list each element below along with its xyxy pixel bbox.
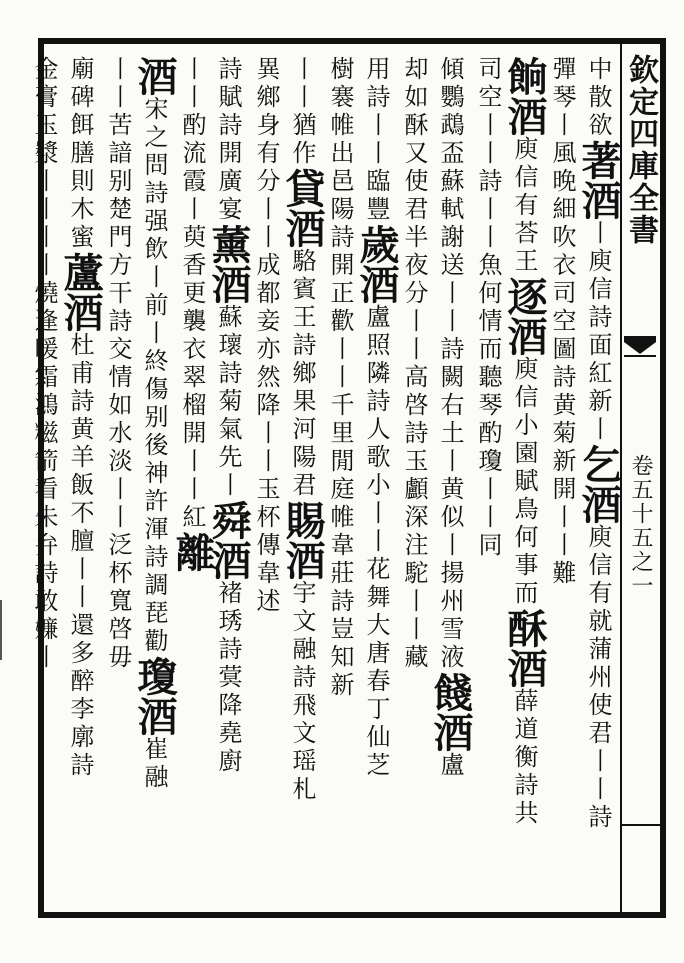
fish-tail-mark-icon: [622, 334, 658, 364]
text-column: [353, 56, 400, 906]
margin-rule: [620, 824, 660, 826]
text-run: 中散欲: [584, 56, 612, 140]
text-run: 庾信有就蒲州使君丨丨詩: [584, 524, 612, 832]
text-run: 丨丨燒逢暖霜鴻糍箭看朱弁詩敢嬚丨: [30, 224, 58, 672]
text-run: 金膏玉漿丨丨: [30, 56, 58, 224]
text-run: 盧照隣詩人歌小丨丨花舞大唐春丁仙芝: [362, 304, 390, 780]
text-column: [57, 56, 104, 906]
heading-glyph: 酒: [501, 316, 548, 356]
text-run: 司空丨丨詩: [474, 56, 502, 196]
heading-glyph: 酒: [279, 540, 326, 580]
text-run: 樹褰帷出邑陽: [326, 56, 354, 224]
text-column: [427, 56, 474, 906]
text-column: [501, 56, 548, 906]
text-run: 丨丨酌流霞: [178, 56, 206, 196]
heading-glyph: 酒: [575, 180, 622, 220]
heading-glyph: 酒: [131, 56, 178, 96]
text-run: 崔融: [140, 736, 168, 792]
text-run: 薛道衡詩共: [510, 688, 538, 828]
text-run: 異鄉身: [252, 56, 280, 140]
text-column: [468, 56, 508, 906]
heading-glyph: 酒: [57, 292, 104, 332]
heading-glyph: 薰: [205, 224, 252, 264]
heading-glyph: 著: [575, 140, 622, 180]
text-run: 蘇瓌詩菊氣先丨: [214, 304, 242, 500]
text-run: 酌瓊丨丨同: [474, 420, 502, 560]
page-margin-strip: [620, 44, 660, 912]
text-column: [542, 56, 582, 906]
text-run: 盧: [436, 752, 464, 780]
heading-glyph: 酒: [205, 264, 252, 304]
text-column: [205, 56, 252, 906]
text-column: [246, 56, 286, 906]
text-run: 丨丨苦諳别楚門方干詩交情如水淡丨丨泛杯寬: [104, 56, 132, 616]
heading-glyph: 酥: [501, 608, 548, 648]
text-run: 降丨丨玉杯傳韋述: [252, 392, 280, 616]
heading-glyph: 酒: [131, 696, 178, 736]
heading-glyph: 歲: [353, 224, 400, 264]
text-column: [394, 56, 434, 906]
text-run: 傾鸚鵡盃蘇軾謝送丨丨詩闕右土丨黄似丨揚州雪液: [436, 56, 464, 672]
volume-label: 卷五十五之一: [628, 454, 653, 598]
text-run: 用詩丨丨臨豐: [362, 56, 390, 224]
text-column: [98, 56, 138, 906]
text-run: 司空圖詩黄菊新開丨丨難: [548, 280, 576, 588]
heading-glyph: 酒: [279, 208, 326, 248]
text-run: 彈琴: [548, 56, 576, 112]
heading-glyph: 餞: [427, 672, 474, 712]
heading-glyph: 酒: [205, 540, 252, 580]
text-run: 翠榴開丨丨紅: [178, 364, 206, 532]
binding-edge: [0, 600, 8, 660]
heading-glyph: 逐: [501, 276, 548, 316]
text-column: [575, 56, 622, 906]
text-run: 丨丨猶作: [288, 56, 316, 168]
text-run: 詩開正歡丨丨千里閒庭帷韋莊詩豈知新: [326, 224, 354, 700]
text-run: 啓毋: [104, 616, 132, 672]
heading-glyph: 蘆: [57, 252, 104, 292]
text-run: 廟碑餌膳則木蜜: [66, 56, 94, 252]
text-run: 丨萸香更襲衣: [178, 196, 206, 364]
text-run: 詩賦詩開廣宴: [214, 56, 242, 224]
text-run: 庾信小園賦鳥何事而: [510, 356, 538, 608]
text-run: 丨風晚細吹衣: [548, 112, 576, 280]
text-run: 宇文融詩飛文瑶札: [288, 580, 316, 804]
text-run: 庾信有荅王: [510, 136, 538, 276]
text-column: [131, 56, 178, 906]
heading-glyph: 餉: [501, 56, 548, 96]
text-column: [169, 56, 216, 906]
heading-glyph: 酒: [501, 96, 548, 136]
text-run: 杜甫詩黄羊飯不膻丨丨還多醉李廓詩: [66, 332, 94, 780]
heading-glyph: 賜: [279, 500, 326, 540]
text-run: 有分丨丨成都妾亦然: [252, 140, 280, 392]
text-run: 駱賓王詩鄉果河陽君: [288, 248, 316, 500]
text-run: 褚琇詩蓂降堯廚: [214, 580, 242, 776]
heading-glyph: 離: [169, 532, 216, 572]
text-column: [320, 56, 360, 906]
text-column: [279, 56, 326, 906]
heading-glyph: 瓊: [131, 656, 178, 696]
heading-glyph: 酒: [427, 712, 474, 752]
heading-glyph: 貸: [279, 168, 326, 208]
heading-glyph: 酒: [501, 648, 548, 688]
heading-glyph: 酒: [353, 264, 400, 304]
text-run: 丨丨魚何情而聽琴: [474, 196, 502, 420]
text-run: 丨庾信詩面紅新丨: [584, 220, 612, 444]
book-title: 欽定四庫全書: [623, 54, 658, 246]
heading-glyph: 舜: [205, 500, 252, 540]
heading-glyph: 乞: [575, 444, 622, 484]
text-column: [24, 56, 64, 906]
text-run: 藏: [400, 644, 428, 672]
text-run: 却如酥又使君半夜分丨丨高啓詩玉顱深注駝丨丨: [400, 56, 428, 644]
text-run: 宋之問詩强飲丨前丨終傷别後神許渾詩調琵勸: [140, 96, 168, 656]
heading-glyph: 酒: [575, 484, 622, 524]
